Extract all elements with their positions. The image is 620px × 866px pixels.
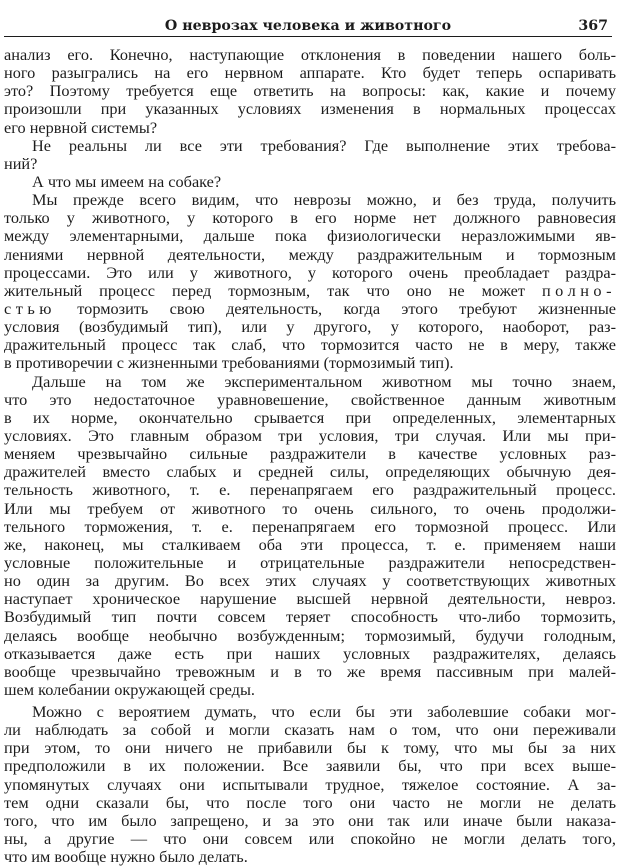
text-line: процессами. Это или у животного, у которого очень преобладает раздра-: [4, 263, 616, 282]
text-line: Или мы требуем от животного то очень сильного, то очень продолжи-: [4, 499, 616, 518]
text-line: его нервной системы?: [4, 118, 158, 137]
text-line: же, наконец, мы сталкиваем оба эти процесса, т. е. применяем наши: [4, 535, 616, 554]
paragraph: [4, 373, 616, 700]
text-line: вообще чрезвычайно тревожным и в то же время пассивным при малей-: [4, 662, 616, 681]
text-line: делаясь вообще необычно возбужденным; тормозимый, будучи голодным,: [4, 626, 616, 645]
paragraph: [4, 173, 616, 191]
text-line: при этом, то они ничего не прибавили бы к тому, что мы бы за них: [4, 739, 616, 758]
running-title: О неврозах человека и животного: [164, 18, 452, 34]
paragraph: [4, 703, 616, 866]
text-line: предположили в их положении. Все заявили бы, что при всех выше-: [4, 757, 616, 776]
text-line: но один за другим. Во всех этих случаях у соответствующих животных: [4, 572, 616, 591]
paragraph: [4, 46, 616, 137]
text-line: Можно с вероятием думать, что если бы эти заболевшие собаки мог-: [32, 703, 616, 722]
text-line: что им вообще нужно было делать.: [4, 848, 248, 866]
text-line: тем одни сказали бы, что после того они часто не могли не делать: [4, 793, 616, 812]
spaced-word: стью: [4, 299, 56, 318]
text-line: шем колебании окружающей среды.: [4, 680, 255, 699]
text-line: условия (возбудимый тип), или у другого, у которого, наоборот, раз-: [4, 318, 616, 337]
text-line: дражителей вместо слабых и средней силы, определяющих обычную дея-: [4, 463, 616, 482]
text-line: ли наблюдать за собой и могли сказать нам о том, что они переживали: [4, 721, 616, 740]
text-line: меняем чрезвычайно сильные раздражители в качестве условных раз-: [4, 445, 616, 464]
paragraph: [4, 191, 616, 372]
text-line: дражительный процесс так слаб, что тормозится часто не в меру, также: [4, 336, 616, 355]
text-line: в противоречии с жизненными требованиями (тормозимый тип).: [4, 354, 454, 373]
text-line: Дальше на том же экспериментальном животном мы точно знаем,: [32, 372, 616, 391]
paragraph: [4, 137, 616, 173]
text-line: Возбудимый тип почти совсем теряет способность что-либо тормозить,: [4, 608, 616, 627]
text-line: между элементарными, дальше пока физиологически неразложимыми яв-: [4, 227, 616, 246]
text-line: [4, 282, 616, 300]
text-line: Мы прежде всего видим, что неврозы можно, и без труда, получить: [32, 191, 616, 210]
text-line: в их норме, окончательно срывается при определенных, элементарных: [4, 408, 616, 427]
text-line: упомянутых случаях они испытывали трудное, тяжелое состояние. А за-: [4, 775, 616, 794]
text-line: ны, а другие — что они совсем или спокойно не могли делать того,: [4, 830, 616, 849]
page-number: 367: [578, 18, 608, 34]
text-line: анализ его. Конечно, наступающие отклонения в поведении нашего боль-: [4, 46, 616, 64]
text-line: А что мы имеем на собаке?: [32, 172, 222, 191]
text-line: тельного торможения, т. е. перенапрягаем его тормозной процесс. Или: [4, 517, 616, 536]
text-line: отказывается даже есть при наших условных раздражителях, делаясь: [4, 644, 616, 663]
text-fragment: тормозить свою деятельность, когда этого требуют жизненные: [77, 299, 616, 318]
page-header: [4, 14, 612, 37]
page-body: [4, 46, 616, 866]
text-line: тельность животного, т. е. перенапрягаем его раздражительный процесс.: [4, 481, 616, 500]
text-line: произошли при указанных условиях изменения в нормальных процессах: [4, 100, 616, 119]
text-fragment: жительный процесс перед тормозным, так что оно не может: [4, 281, 525, 300]
text-line: лениями нервной деятельности, между раздражительным и тормозным: [4, 245, 616, 264]
text-line: Не реальны ли все эти требования? Где выполнение этих требова-: [32, 136, 616, 155]
text-line: того, что им было запрещено, и за это они так или иначе были наказа-: [4, 811, 616, 830]
text-line: что это недостаточное уравновешение, свойственное данным животным: [4, 390, 616, 409]
text-line: это? Поэтому требуется еще ответить на вопросы: как, какие и почему: [4, 82, 616, 101]
text-line: только у животного, у которого в его норме нет должного равновесия: [4, 209, 616, 228]
text-line: [4, 300, 616, 318]
text-line: условиях. Это главным образом три условия, три случая. Или мы при-: [4, 426, 616, 445]
text-line: ний?: [4, 154, 38, 173]
text-line: условные положительные и отрицательные раздражители непосредствен-: [4, 553, 616, 572]
spaced-word: полно-: [541, 281, 616, 300]
text-line: наступает хроническое нарушение высшей нервной деятельности, невроз.: [4, 590, 616, 609]
text-line: ного разыгрались на его нервном аппарате. Кто будет теперь оспаривать: [4, 64, 616, 83]
